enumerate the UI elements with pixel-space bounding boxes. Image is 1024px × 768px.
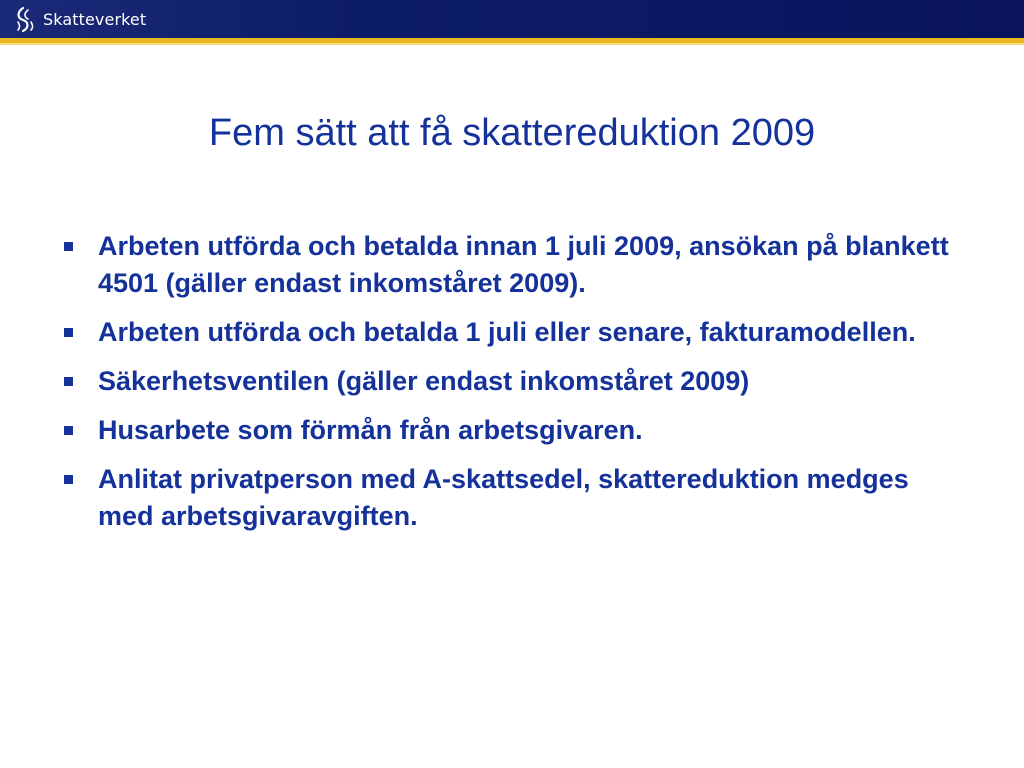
logo-text: Skatteverket xyxy=(43,9,147,29)
skatteverket-logo-icon xyxy=(11,4,41,34)
header-gold-stripe-light xyxy=(0,43,1024,45)
square-bullet-icon xyxy=(64,377,73,386)
bullet-item xyxy=(60,228,960,302)
skatteverket-logo xyxy=(11,4,146,34)
slide-title: Fem sätt att få skattereduktion 2009 xyxy=(208,112,816,154)
bullet-item xyxy=(60,363,960,400)
bullet-item xyxy=(60,412,960,449)
square-bullet-icon xyxy=(64,426,73,435)
bullet-text: Arbeten utförda och betalda innan 1 juli 2009, ansökan på blankett 4501 (gäller endast inkomståret 2009). xyxy=(98,231,949,298)
bullet-text: Arbeten utförda och betalda 1 juli eller senare, fakturamodellen. xyxy=(98,317,916,347)
square-bullet-icon xyxy=(64,242,73,251)
bullet-item xyxy=(60,461,960,535)
bullet-text: Anlitat privatperson med A-skattsedel, skattereduktion medges med arbetsgivaravgiften. xyxy=(98,464,909,531)
square-bullet-icon xyxy=(64,475,73,484)
bullet-text: Husarbete som förmån från arbetsgivaren. xyxy=(98,415,643,445)
bullet-list xyxy=(60,228,960,547)
bullet-item xyxy=(60,314,960,351)
bullet-text: Säkerhetsventilen (gäller endast inkomståret 2009) xyxy=(98,366,750,396)
square-bullet-icon xyxy=(64,328,73,337)
header-bar xyxy=(0,0,1024,38)
